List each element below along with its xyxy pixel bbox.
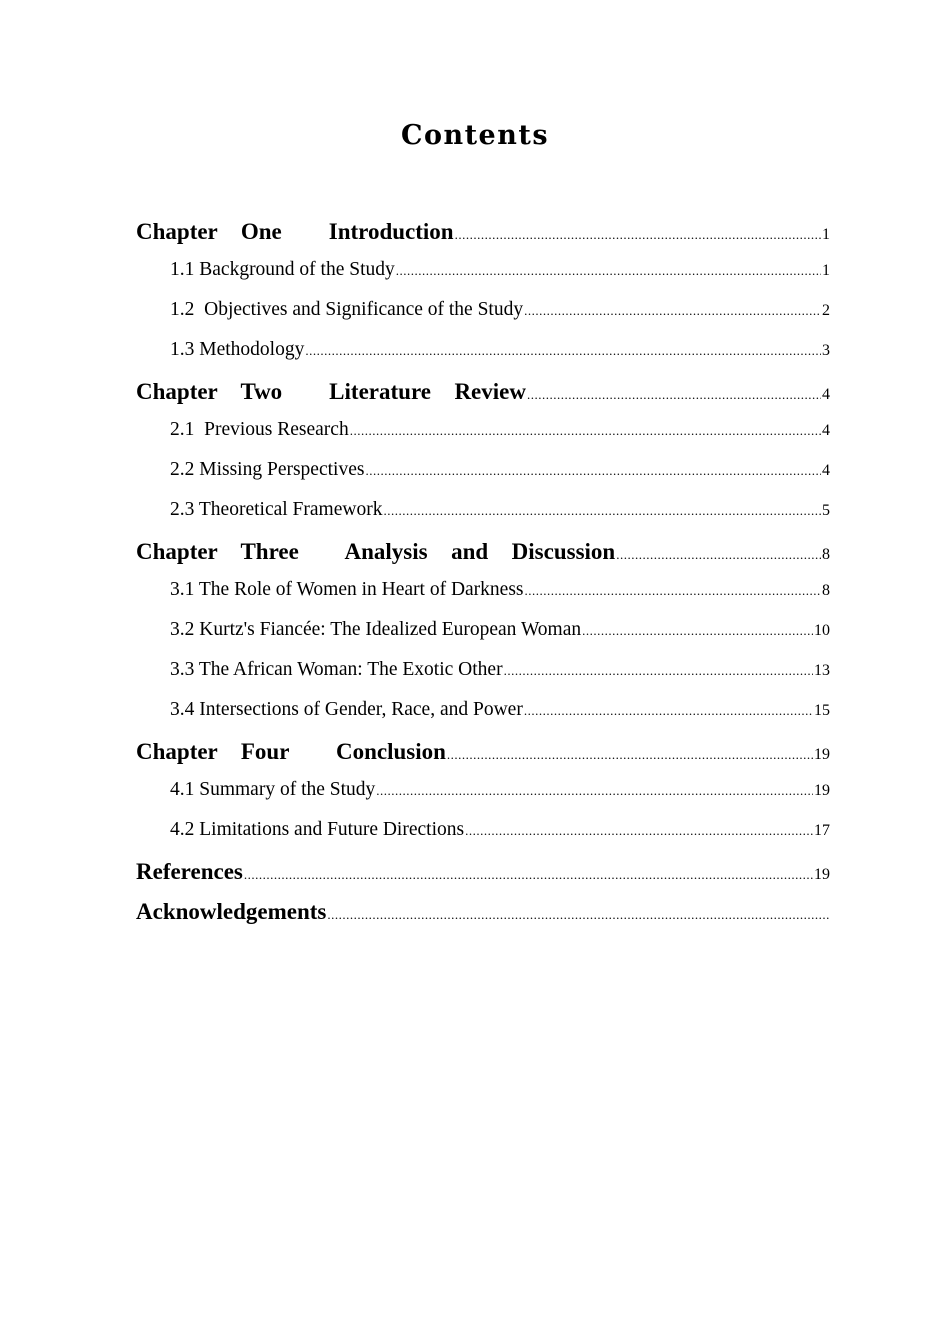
toc-page-number: 1 xyxy=(822,226,830,243)
dot-leader xyxy=(524,303,821,319)
dot-leader xyxy=(376,783,813,799)
toc-section-entry[interactable] xyxy=(170,459,830,481)
toc-entry-label: 3.1 The Role of Women in Heart of Darkness xyxy=(170,579,524,600)
dot-leader xyxy=(383,503,821,519)
toc-section-entry[interactable] xyxy=(170,339,830,361)
toc-entry-label: Chapter Three Analysis and Discussion xyxy=(136,539,616,564)
toc-entry-label: 4.2 Limitations and Future Directions xyxy=(170,819,465,840)
toc-page-number: 13 xyxy=(814,662,830,679)
toc-section-entry[interactable] xyxy=(170,659,830,681)
toc-entry-label: 4.1 Summary of the Study xyxy=(170,779,376,800)
toc-section-entry[interactable] xyxy=(170,619,830,641)
dot-leader xyxy=(527,387,821,403)
toc-section-entry[interactable] xyxy=(170,299,830,321)
toc-entry-label: Chapter Two Literature Review xyxy=(136,379,526,404)
toc-section-entry[interactable] xyxy=(170,819,830,841)
toc-page-number: 8 xyxy=(822,582,830,599)
toc-entry-label: 2.3 Theoretical Framework xyxy=(170,499,383,520)
dot-leader xyxy=(244,867,813,883)
dot-leader xyxy=(305,343,821,359)
dot-leader xyxy=(396,263,821,279)
toc-chapter-entry[interactable] xyxy=(136,219,830,245)
toc-entry-label: 3.2 Kurtz's Fiancée: The Idealized European Woman xyxy=(170,619,582,640)
toc-entry-label: Acknowledgements xyxy=(136,899,327,924)
toc-section-entry[interactable] xyxy=(170,779,830,801)
toc-page-number: 17 xyxy=(814,822,830,839)
dot-leader xyxy=(447,747,813,763)
toc-page-number: 15 xyxy=(814,702,830,719)
dot-leader xyxy=(365,463,821,479)
toc-page-number: 10 xyxy=(814,622,830,639)
toc-page-number: 1 xyxy=(822,262,830,279)
toc-page-number: 4 xyxy=(822,386,830,403)
toc-entry-label: Chapter One Introduction xyxy=(136,219,454,244)
toc-chapter-entry[interactable] xyxy=(136,379,830,405)
toc-chapter-entry[interactable] xyxy=(136,859,830,885)
toc-chapter-entry[interactable] xyxy=(136,739,830,765)
dot-leader xyxy=(350,423,821,439)
toc-entry-label: 2.1 Previous Research xyxy=(170,419,349,440)
dot-leader xyxy=(616,547,821,563)
toc-page-number: 4 xyxy=(822,462,830,479)
toc-page-number: 3 xyxy=(822,342,830,359)
toc-page-number: 19 xyxy=(814,866,830,883)
dot-leader xyxy=(504,663,813,679)
toc-entry-label: 3.4 Intersections of Gender, Race, and Power xyxy=(170,699,523,720)
toc-entry-label: References xyxy=(136,859,243,884)
toc-page-number: 2 xyxy=(822,302,830,319)
toc-entry-label: Chapter Four Conclusion xyxy=(136,739,446,764)
toc-section-entry[interactable] xyxy=(170,579,830,601)
dot-leader xyxy=(582,623,813,639)
toc-chapter-entry[interactable] xyxy=(136,539,830,565)
toc-entry-label: 1.3 Methodology xyxy=(170,339,305,360)
toc-entry-label: 1.1 Background of the Study xyxy=(170,259,395,280)
toc-page-number: 8 xyxy=(822,546,830,563)
toc-page-number: 19 xyxy=(814,746,830,763)
dot-leader xyxy=(525,583,821,599)
toc-entry-label: 1.2 Objectives and Significance of the Study xyxy=(170,299,524,320)
dot-leader xyxy=(327,907,829,923)
toc-section-entry[interactable] xyxy=(170,259,830,281)
toc-section-entry[interactable] xyxy=(170,419,830,441)
dot-leader xyxy=(455,227,821,243)
toc-entry-label: 2.2 Missing Perspectives xyxy=(170,459,365,480)
toc-entry-label: 3.3 The African Woman: The Exotic Other xyxy=(170,659,503,680)
toc-section-entry[interactable] xyxy=(170,699,830,721)
dot-leader xyxy=(524,703,813,719)
toc-section-entry[interactable] xyxy=(170,499,830,521)
toc-chapter-entry[interactable] xyxy=(136,899,830,925)
toc-page-number: 5 xyxy=(822,502,830,519)
page-title: Contents xyxy=(400,120,550,151)
toc-page-number: 4 xyxy=(822,422,830,439)
dot-leader xyxy=(465,823,813,839)
toc-page-number: 19 xyxy=(814,782,830,799)
